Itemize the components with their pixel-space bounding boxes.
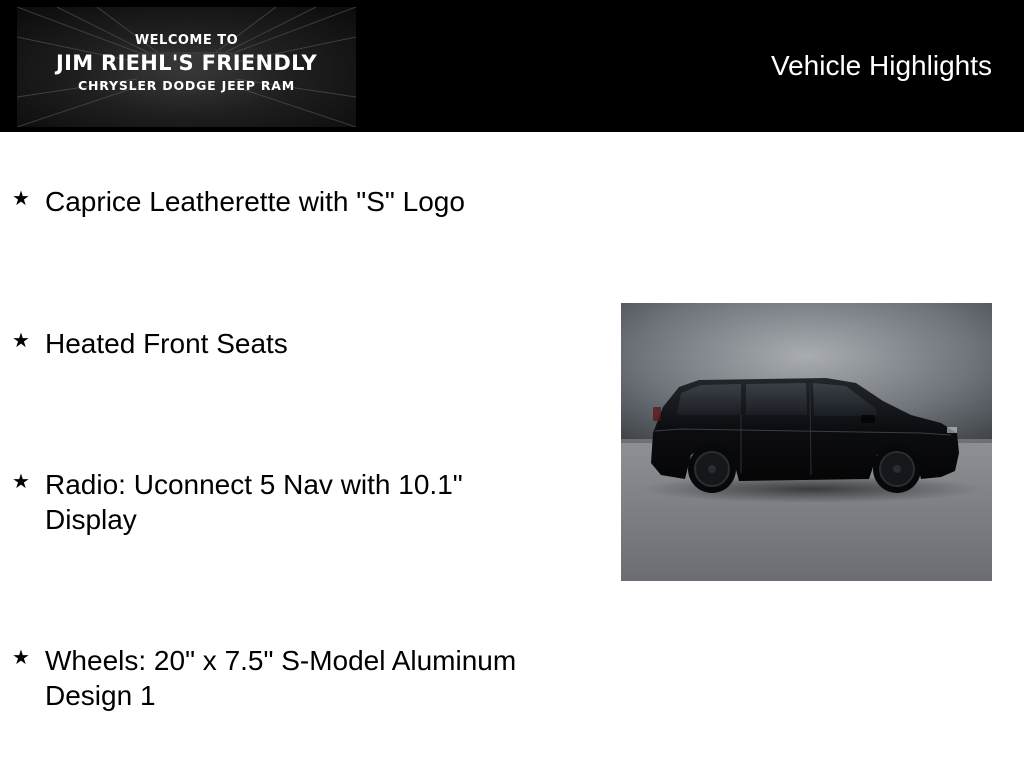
dealer-logo[interactable]	[17, 7, 356, 127]
star-icon: ★	[12, 469, 30, 493]
logo-dealer-name: JIM RIEHL'S FRIENDLY	[56, 51, 317, 75]
feature-text: Radio: Uconnect 5 Nav with 10.1" Display	[45, 469, 463, 535]
feature-text: Caprice Leatherette with "S" Logo	[45, 186, 465, 217]
feature-text: Heated Front Seats	[45, 328, 288, 359]
vehicle-photo[interactable]	[621, 303, 992, 581]
logo-brands: CHRYSLER DODGE JEEP RAM	[77, 78, 296, 93]
header-bar	[0, 0, 1024, 132]
logo-welcome-text: WELCOME TO	[134, 33, 239, 48]
minivan-image	[621, 303, 992, 581]
page-title: Vehicle Highlights	[770, 50, 992, 81]
feature-text: Wheels: 20" x 7.5" S-Model Aluminum Design 1	[45, 645, 517, 711]
star-icon: ★	[12, 328, 30, 352]
star-icon: ★	[12, 645, 30, 669]
star-icon: ★	[12, 186, 30, 210]
